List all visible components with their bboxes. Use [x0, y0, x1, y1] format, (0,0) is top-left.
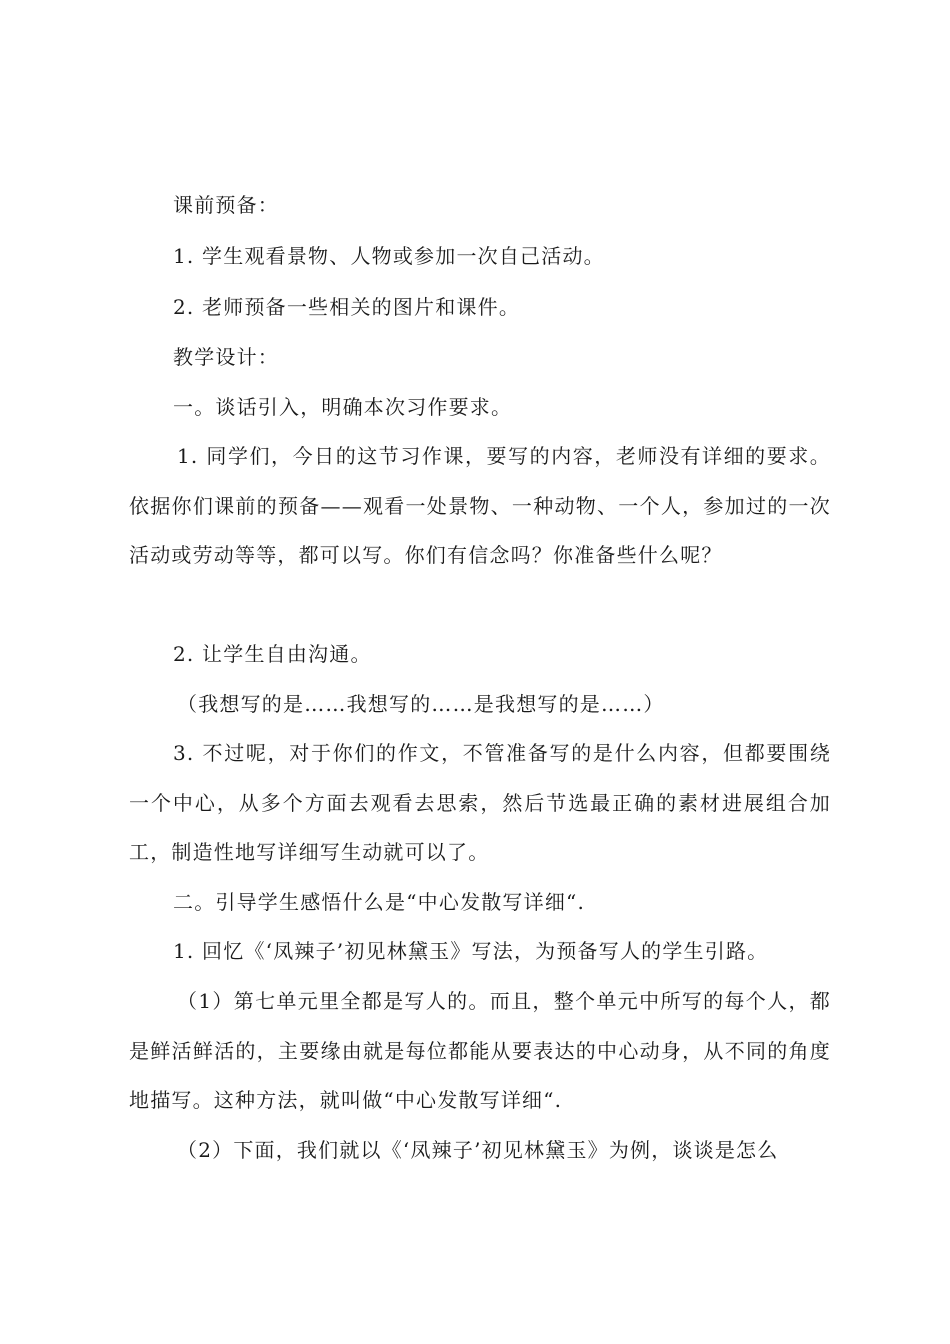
heading-teaching-design: 教学设计：	[173, 345, 279, 369]
section-1-heading: 一。谈话引入，明确本次习作要求。	[173, 395, 513, 419]
paragraph-3: （我想写的是……我想写的……是我想写的是……）	[177, 692, 665, 716]
paragraph-8: （2）下面，我们就以《‘凤辣子’初见林黛玉》为例，谈谈是怎么	[177, 1138, 779, 1162]
prep-item-2: 2. 老师预备一些相关的图片和课件。	[173, 295, 521, 319]
paragraph-6: 1. 回忆《‘凤辣子’初见林黛玉》写法，为预备写人的学生引路。	[173, 939, 769, 963]
section-2-heading: 二。引导学生感悟什么是“中心发散写详细“.	[173, 890, 586, 914]
prep-item-1: 1. 学生观看景物、人物或参加一次自己活动。	[173, 244, 605, 268]
paragraph-7: （1）第七单元里全都是写人的。而且，整个单元中所写的每个人，都是鲜活鲜活的，主要缘由就是每位都能从要表达的中心动身，从不同的角度地描写。这种方法，就叫做“中心发散写详细“.	[129, 989, 831, 1112]
paragraph-1: 1. 同学们，今日的这节习作课，要写的内容，老师没有详细的要求。依据你们课前的预备——观看一处景物、一种动物、一个人，参加过的一次活动或劳动等等，都可以写。你们有信念吗？你准备些什么呢？	[129, 444, 831, 567]
paragraph-2: 2. 让学生自由沟通。	[173, 642, 372, 666]
heading-preparation: 课前预备：	[173, 193, 279, 217]
paragraph-4: 3. 不过呢，对于你们的作文，不管准备写的是什么内容，但都要围绕一个中心，从多个方面去观看去思索，然后节选最正确的素材进展组合加工，制造性地写详细写生动就可以了。	[129, 741, 831, 864]
